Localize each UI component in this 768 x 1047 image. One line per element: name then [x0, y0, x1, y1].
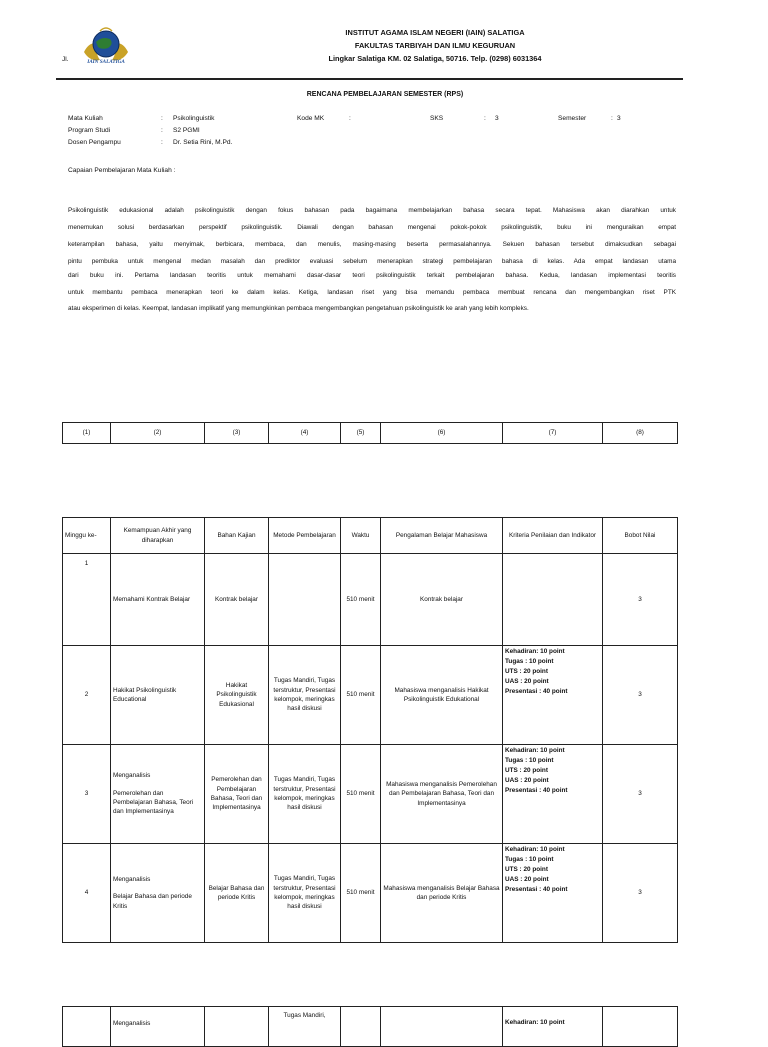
paragraph-line: dari buku ini. Pertama landasan teoritis untuk memahami dasar-dasar teori psikolinguistik terkait pembelajaran bahasa. Kedua, landasan implementasi teoritis	[68, 272, 676, 279]
colon: :	[161, 127, 163, 134]
column-number: (2)	[111, 423, 205, 444]
metode-cell: Tugas Mandiri, Tugas terstruktur, Presentasi kelompok, meringkas hasil diskusi	[269, 844, 341, 943]
header-kemampuan: Kemampuan Akhir yang diharapkan	[111, 518, 205, 554]
kriteria-line: Presentasi : 40 point	[505, 786, 568, 794]
paragraph-line: menemukan solusi berdasarkan perspektif psikolinguistik. Diawali dengan bahasan mengenai pokok-pokok psikolinguistik, buku ini menguraikan empat	[68, 224, 676, 231]
table-header-row	[63, 518, 678, 554]
kriteria-line: UTS : 20 point	[505, 865, 548, 873]
rps-table-continued	[62, 1006, 678, 1047]
column-number-table	[62, 422, 678, 444]
kriteria-cell	[503, 844, 603, 943]
rps-table	[62, 517, 678, 943]
metode-cell: Tugas Mandiri, Tugas terstruktur, Presentasi kelompok, meringkas hasil diskusi	[269, 745, 341, 844]
column-number: (6)	[381, 423, 503, 444]
globe-logo-icon	[80, 22, 132, 76]
dosen-pengampu-label: Dosen Pengampu	[68, 139, 121, 146]
sks-label: SKS	[430, 115, 444, 122]
waktu-cell: 510 menit	[341, 554, 381, 646]
kriteria-line: Tugas : 10 point	[505, 855, 554, 863]
pengalaman-cell: Mahasiswa menganalisis Belajar Bahasa dan periode Kritis	[381, 844, 503, 943]
kriteria-line: UAS : 20 point	[505, 875, 549, 883]
program-studi-label: Program Studi	[68, 127, 111, 134]
paragraph-line: atau eksperimen di kelas. Keempat, landasan implikatif yang memungkinkan pembaca mengembangkan pengetahuan psikolinguistik ke arah yang lebih kompleks.	[68, 305, 529, 312]
table-row	[63, 646, 678, 745]
waktu-cell: 510 menit	[341, 646, 381, 745]
week-cell: 1	[63, 554, 111, 646]
header-minggu: Minggu ke-	[63, 518, 111, 554]
week-cell: 4	[63, 844, 111, 943]
header-bahan: Bahan Kajian	[205, 518, 269, 554]
bahan-cell: Belajar Bahasa dan periode Kritis	[205, 844, 269, 943]
kemampuan-topic: Belajar Bahasa dan periode Kritis	[113, 893, 192, 910]
mata-kuliah-label: Mata Kuliah	[68, 115, 103, 122]
colon: :	[611, 115, 613, 122]
institution-address: Lingkar Salatiga KM. 02 Salatiga, 50716. Telp. (0298) 6031364	[328, 54, 542, 63]
column-number: (7)	[503, 423, 603, 444]
colon: :	[161, 139, 163, 146]
faculty-name: FAKULTAS TARBIYAH DAN ILMU KEGURUAN	[354, 41, 516, 50]
week-cell: 2	[63, 646, 111, 745]
kemampuan-topic: Pemerolehan dan Pembelajaran Bahasa, Teori dan Implementasinya	[113, 789, 194, 816]
paragraph-line: pintu pembuka untuk mengenal medan masalah dan prediktor evaluasi sebelum menerapkan strategi pembelajaran bahasa di kelas. Ada empat landasan utama	[68, 258, 676, 265]
kemampuan-verb: Menganalisis	[113, 876, 151, 884]
metode-cell	[269, 554, 341, 646]
bobot-cell: 3	[603, 646, 678, 745]
kriteria-line: Tugas : 10 point	[505, 657, 554, 665]
kemampuan-verb: Menganalisis	[113, 772, 151, 780]
address-prefix: Jl.	[62, 56, 69, 63]
bahan-cell: Pemerolehan dan Pembelajaran Bahasa, Teori dan Implementasinya	[205, 745, 269, 844]
column-number: (1)	[63, 423, 111, 444]
institution-name: INSTITUT AGAMA ISLAM NEGERI (IAIN) SALATIGA	[345, 28, 525, 37]
kriteria-line: UAS : 20 point	[505, 677, 549, 685]
pengalaman-cell: Mahasiswa menganalisis Hakikat Psikolinguistik Edukational	[381, 646, 503, 745]
bahan-cell: Hakikat Psikolinguistik Edukasional	[205, 646, 269, 745]
dosen-pengampu-value: Dr. Setia Rini, M.Pd.	[173, 139, 233, 146]
document-title: RENCANA PEMBELAJARAN SEMESTER (RPS)	[306, 91, 464, 98]
header-waktu: Waktu	[341, 518, 381, 554]
column-number: (4)	[269, 423, 341, 444]
column-number: (8)	[603, 423, 678, 444]
logo-caption: IAIN SALATIGA	[87, 59, 125, 65]
header-kriteria: Kriteria Penilaian dan Indikator	[503, 518, 603, 554]
bobot-cell: 3	[603, 554, 678, 646]
waktu-cell: 510 menit	[341, 844, 381, 943]
bobot-cell: 3	[603, 745, 678, 844]
kriteria-cell: Kehadiran: 10 point	[503, 1007, 603, 1047]
kemampuan-cell	[111, 844, 205, 943]
semester-value: 3	[617, 115, 621, 122]
iain-logo	[80, 22, 132, 76]
header-bobot: Bobot Nilai	[603, 518, 678, 554]
kemampuan-cell: Menganalisis	[111, 1007, 205, 1047]
table-row	[63, 745, 678, 844]
kriteria-line: Kehadiran: 10 point	[505, 648, 565, 655]
colon: :	[161, 115, 163, 122]
kriteria-cell	[503, 554, 603, 646]
week-cell: 3	[63, 745, 111, 844]
program-studi-value: S2 PGMI	[173, 127, 200, 134]
kriteria-line: Kehadiran: 10 point	[505, 747, 565, 754]
paragraph-line: keterampilan bahasa, yaitu menyimak, berbicara, membaca, dan menulis, masing-masing beserta permasalahannya. Sekuen bahasan tersebut dimaksudkan sebagai	[68, 241, 676, 248]
kemampuan-cell	[111, 745, 205, 844]
header-rule	[56, 78, 683, 80]
mata-kuliah-value: Psikolinguistik	[173, 115, 215, 122]
bobot-cell: 3	[603, 844, 678, 943]
bahan-cell: Kontrak belajar	[205, 554, 269, 646]
colon: :	[484, 115, 486, 122]
kriteria-line: UTS : 20 point	[505, 667, 548, 675]
metode-cell: Tugas Mandiri,	[269, 1007, 341, 1047]
table-row	[63, 554, 678, 646]
paragraph-line: untuk membantu pembaca menerapkan teori ke dalam kelas. Ketiga, landasan riset yang bisa memandu pembaca membuat rencana dan mengembangkan riset PTK	[68, 289, 676, 296]
capaian-label: Capaian Pembelajaran Mata Kuliah :	[68, 167, 176, 174]
pengalaman-cell: Mahasiswa menganalisis Pemerolehan dan Pembelajaran Bahasa, Teori dan Implementasinya	[381, 745, 503, 844]
kemampuan-cell: Memahami Kontrak Belajar	[111, 554, 205, 646]
table-row	[63, 844, 678, 943]
column-number: (3)	[205, 423, 269, 444]
kriteria-cell	[503, 745, 603, 844]
header-metode: Metode Pembelajaran	[269, 518, 341, 554]
kriteria-line: UTS : 20 point	[505, 766, 548, 774]
kemampuan-cell: Hakikat Psikolinguistik Educational	[111, 646, 205, 745]
kode-mk-label: Kode MK	[297, 115, 325, 122]
column-number: (5)	[341, 423, 381, 444]
waktu-cell: 510 menit	[341, 745, 381, 844]
kriteria-line: Tugas : 10 point	[505, 756, 554, 764]
table-row	[63, 1007, 678, 1047]
kriteria-line: Kehadiran: 10 point	[505, 846, 565, 853]
paragraph-line: Psikolinguistik edukasional adalah psikolinguistik dengan fokus bahasan pada bagaimana membelajarkan bahasa secara tepat. Mahasiswa akan diarahkan untuk	[68, 207, 676, 214]
sks-value: 3	[495, 115, 499, 122]
metode-cell: Tugas Mandiri, Tugas terstruktur, Presentasi kelompok, meringkas hasil diskusi	[269, 646, 341, 745]
colon: :	[349, 115, 351, 122]
kriteria-cell	[503, 646, 603, 745]
kriteria-line: UAS : 20 point	[505, 776, 549, 784]
header-pengalaman: Pengalaman Belajar Mahasiswa	[381, 518, 503, 554]
kriteria-line: Presentasi : 40 point	[505, 687, 568, 695]
semester-label: Semester	[558, 115, 587, 122]
kriteria-line: Presentasi : 40 point	[505, 885, 568, 893]
pengalaman-cell: Kontrak belajar	[381, 554, 503, 646]
